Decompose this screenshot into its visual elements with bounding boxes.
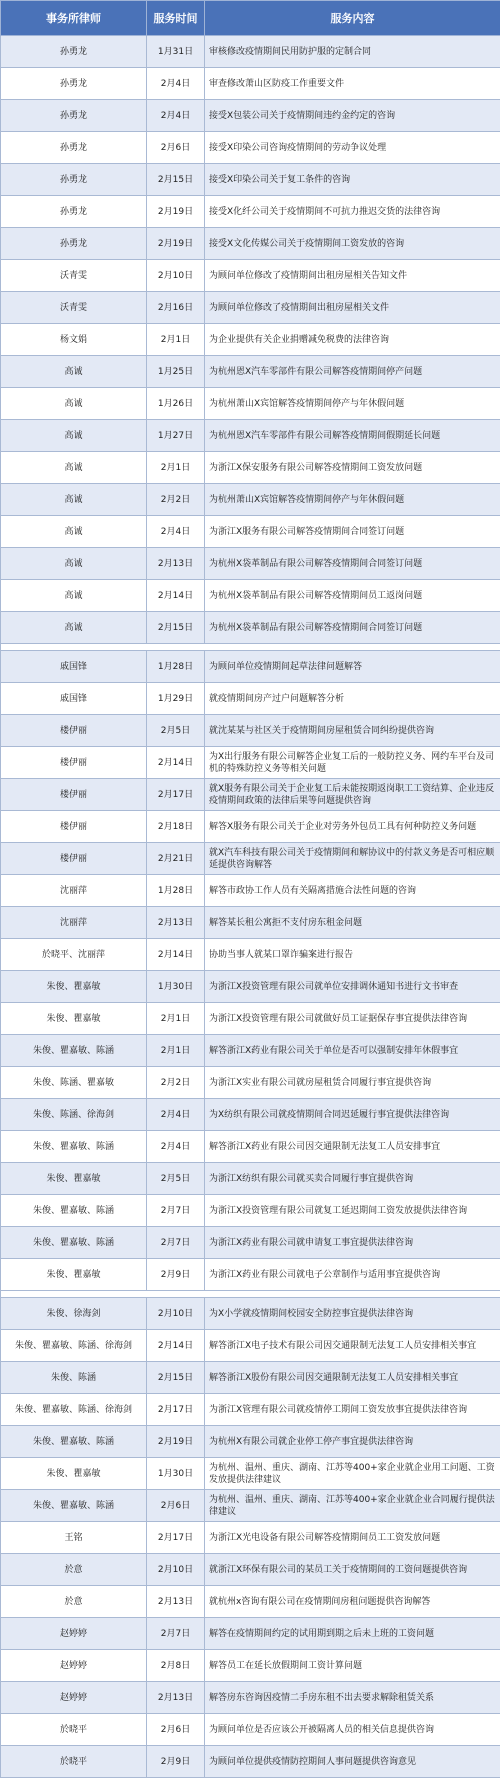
date-cell: 2月13日 <box>147 1682 205 1714</box>
date-cell: 2月2日 <box>147 1067 205 1099</box>
date-cell: 1月25日 <box>147 356 205 388</box>
date-cell: 2月6日 <box>147 132 205 164</box>
lawyer-cell: 朱俊、陈涵 <box>1 1362 147 1394</box>
table-row <box>1 1426 500 1458</box>
content-cell: 协助当事人就某口罩诈骗案进行报告 <box>205 939 500 971</box>
content-cell: 就X服务有限公司关于企业复工后未能按期返岗职工工资结算、企业违反疫情期间政策的法律后果等问题提供咨询 <box>205 779 500 811</box>
lawyer-cell: 朱俊、瞿嘉敏、陈涵 <box>1 1227 147 1259</box>
content-cell: 解答房东咨询因疫情二手房东租不出去要求解除租赁关系 <box>205 1682 500 1714</box>
content-cell: 为顾问单位是否应该公开被隔离人员的相关信息提供咨询 <box>205 1714 500 1746</box>
date-cell: 1月31日 <box>147 36 205 68</box>
table-row <box>1 1003 500 1035</box>
lawyer-cell: 王铭 <box>1 1522 147 1554</box>
lawyer-cell: 朱俊、瞿嘉敏、陈涵 <box>1 1195 147 1227</box>
table-row <box>1 1650 500 1682</box>
content-cell: 为X出行服务有限公司解答企业复工后的一般防控义务、网约车平台及司机的特殊防控义务等相关问题 <box>205 747 500 779</box>
content-cell: 为杭州X袋革制品有限公司解答疫情期间员工返岗问题 <box>205 580 500 612</box>
table-row <box>1 1618 500 1650</box>
date-cell: 2月1日 <box>147 1003 205 1035</box>
content-cell: 就浙江X环保有限公司的某员工关于疫情期间的工资问题提供咨询 <box>205 1554 500 1586</box>
date-cell: 2月15日 <box>147 1362 205 1394</box>
date-cell: 2月19日 <box>147 228 205 260</box>
content-cell: 解答市政协工作人员有关隔离措施合法性问题的咨询 <box>205 875 500 907</box>
content-cell: 审核修改疫情期间民用防护服的定制合同 <box>205 36 500 68</box>
lawyer-cell: 孙勇龙 <box>1 228 147 260</box>
date-cell: 2月19日 <box>147 1426 205 1458</box>
lawyer-cell: 朱俊、瞿嘉敏、陈涵 <box>1 1426 147 1458</box>
lawyer-cell: 高诚 <box>1 548 147 580</box>
content-cell: 为杭州、温州、重庆、湖南、江苏等400+家企业就企业用工问题、工资发放提供法律建议 <box>205 1458 500 1490</box>
date-cell: 1月26日 <box>147 388 205 420</box>
table-row <box>1 907 500 939</box>
content-cell: 为杭州X袋革制品有限公司解答疫情期间合同签订问题 <box>205 612 500 644</box>
date-cell: 2月7日 <box>147 1227 205 1259</box>
date-cell: 2月18日 <box>147 811 205 843</box>
lawyer-cell: 高诚 <box>1 420 147 452</box>
table-row <box>1 1035 500 1067</box>
table-row <box>1 715 500 747</box>
date-cell: 2月7日 <box>147 1195 205 1227</box>
content-cell: 接受X包装公司关于疫情期间违约金约定的咨询 <box>205 100 500 132</box>
date-cell: 2月10日 <box>147 1554 205 1586</box>
content-cell: 接受X印染公司咨询疫情期间的劳动争议处理 <box>205 132 500 164</box>
lawyer-cell: 赵婷婷 <box>1 1618 147 1650</box>
date-cell: 2月9日 <box>147 1746 205 1778</box>
date-cell: 2月5日 <box>147 1163 205 1195</box>
lawyer-cell: 高诚 <box>1 356 147 388</box>
table-row <box>1 1490 500 1522</box>
lawyer-cell: 高诚 <box>1 452 147 484</box>
lawyer-cell: 朱俊、瞿嘉敏、陈涵 <box>1 1131 147 1163</box>
table-body <box>1 36 500 1778</box>
date-cell: 2月14日 <box>147 747 205 779</box>
table-row <box>1 1362 500 1394</box>
content-cell: 为浙江X纺织有限公司就买卖合同履行事宜提供咨询 <box>205 1163 500 1195</box>
content-cell: 就杭州x咨询有限公司在疫情期间房租问题提供咨询解答 <box>205 1586 500 1618</box>
section-divider-cell <box>1 1291 500 1298</box>
content-cell: 解答浙江X电子技术有限公司因交通限制无法复工人员安排相关事宜 <box>205 1330 500 1362</box>
table-row <box>1 779 500 811</box>
table-row <box>1 1099 500 1131</box>
table-row <box>1 420 500 452</box>
date-cell: 2月17日 <box>147 1394 205 1426</box>
date-cell: 2月6日 <box>147 1714 205 1746</box>
lawyer-cell: 沃青雯 <box>1 292 147 324</box>
date-cell: 2月14日 <box>147 1330 205 1362</box>
content-cell: 解答浙江X药业有限公司因交通限制无法复工人员安排事宜 <box>205 1131 500 1163</box>
table-row <box>1 452 500 484</box>
date-cell: 2月13日 <box>147 907 205 939</box>
table-row <box>1 228 500 260</box>
content-cell: 为浙江X保安服务有限公司解答疫情期间工资发放问题 <box>205 452 500 484</box>
table-row <box>1 516 500 548</box>
table-row <box>1 1682 500 1714</box>
date-cell: 2月14日 <box>147 939 205 971</box>
lawyer-cell: 孙勇龙 <box>1 196 147 228</box>
date-cell: 2月1日 <box>147 324 205 356</box>
date-cell: 2月17日 <box>147 1522 205 1554</box>
lawyer-cell: 戚国锋 <box>1 683 147 715</box>
lawyer-cell: 楼伊丽 <box>1 715 147 747</box>
date-cell: 2月21日 <box>147 843 205 875</box>
date-cell: 2月17日 <box>147 779 205 811</box>
table-row <box>1 1067 500 1099</box>
table-row <box>1 292 500 324</box>
date-cell: 1月30日 <box>147 1458 205 1490</box>
lawyer-cell: 於意 <box>1 1554 147 1586</box>
lawyer-cell: 赵婷婷 <box>1 1682 147 1714</box>
date-cell: 2月15日 <box>147 164 205 196</box>
date-cell: 2月14日 <box>147 580 205 612</box>
lawyer-cell: 於晓平 <box>1 1746 147 1778</box>
table-row <box>1 1746 500 1778</box>
date-cell: 2月10日 <box>147 260 205 292</box>
table-row <box>1 132 500 164</box>
content-cell: 为杭州恩X汽车零部件有限公司解答疫情期间停产问题 <box>205 356 500 388</box>
date-cell: 1月28日 <box>147 651 205 683</box>
table-row <box>1 1298 500 1330</box>
header-service-content: 服务内容 <box>205 1 500 36</box>
table-header-row <box>1 1 500 36</box>
content-cell: 为企业提供有关企业捐赠减免税费的法律咨询 <box>205 324 500 356</box>
date-cell: 2月1日 <box>147 1035 205 1067</box>
date-cell: 1月30日 <box>147 971 205 1003</box>
content-cell: 为顾问单位修改了疫情期间出租房屋相关告知文件 <box>205 260 500 292</box>
lawyer-cell: 孙勇龙 <box>1 36 147 68</box>
lawyer-cell: 戚国锋 <box>1 651 147 683</box>
content-cell: 为顾问单位疫情期间起草法律问题解答 <box>205 651 500 683</box>
date-cell: 1月29日 <box>147 683 205 715</box>
lawyer-cell: 朱俊、瞿嘉敏 <box>1 971 147 1003</box>
date-cell: 2月5日 <box>147 715 205 747</box>
date-cell: 2月1日 <box>147 452 205 484</box>
lawyer-cell: 朱俊、瞿嘉敏、陈涵 <box>1 1490 147 1522</box>
table-row <box>1 1195 500 1227</box>
content-cell: 为浙江X投资管理有限公司就单位安排调休通知书进行文书审查 <box>205 971 500 1003</box>
date-cell: 2月19日 <box>147 196 205 228</box>
date-cell: 2月7日 <box>147 1618 205 1650</box>
section-divider-cell <box>1 644 500 651</box>
content-cell: 为浙江X光电设备有限公司解答疫情期间员工工资发放问题 <box>205 1522 500 1554</box>
table-row <box>1 580 500 612</box>
table-row <box>1 939 500 971</box>
table-row <box>1 1554 500 1586</box>
lawyer-cell: 朱俊、瞿嘉敏、陈涵、徐海剑 <box>1 1394 147 1426</box>
content-cell: 为顾问单位提供疫情防控期间人事问题提供咨询意见 <box>205 1746 500 1778</box>
table-row <box>1 100 500 132</box>
lawyer-cell: 朱俊、徐海剑 <box>1 1298 147 1330</box>
lawyer-cell: 楼伊丽 <box>1 811 147 843</box>
lawyer-cell: 高诚 <box>1 580 147 612</box>
date-cell: 2月4日 <box>147 516 205 548</box>
table-row <box>1 1163 500 1195</box>
content-cell: 为杭州恩X汽车零部件有限公司解答疫情期间假期延长问题 <box>205 420 500 452</box>
header-lawyer: 事务所律师 <box>1 1 147 36</box>
date-cell: 2月13日 <box>147 1586 205 1618</box>
lawyer-cell: 孙勇龙 <box>1 68 147 100</box>
content-cell: 为浙江X药业有限公司就申请复工事宜提供法律咨询 <box>205 1227 500 1259</box>
lawyer-cell: 朱俊、瞿嘉敏、陈涵 <box>1 1035 147 1067</box>
lawyer-cell: 赵婷婷 <box>1 1650 147 1682</box>
section-divider <box>1 1291 500 1298</box>
content-cell: 为杭州X袋革制品有限公司解答疫情期间合同签订问题 <box>205 548 500 580</box>
table-row <box>1 1131 500 1163</box>
lawyer-cell: 高诚 <box>1 388 147 420</box>
content-cell: 接受X印染公司关于复工条件的咨询 <box>205 164 500 196</box>
content-cell: 为顾问单位修改了疫情期间出租房屋相关文件 <box>205 292 500 324</box>
content-cell: 为杭州萧山X宾馆解答疫情期间停产与年休假问题 <box>205 484 500 516</box>
lawyer-cell: 沈丽萍 <box>1 907 147 939</box>
table-row <box>1 36 500 68</box>
lawyer-cell: 沈丽萍 <box>1 875 147 907</box>
lawyer-cell: 楼伊丽 <box>1 747 147 779</box>
table-row <box>1 1586 500 1618</box>
table-row <box>1 68 500 100</box>
date-cell: 2月15日 <box>147 612 205 644</box>
content-cell: 解答X服务有限公司关于企业对劳务外包员工具有何种防控义务问题 <box>205 811 500 843</box>
table-row <box>1 196 500 228</box>
lawyer-cell: 朱俊、瞿嘉敏、陈涵、徐海剑 <box>1 1330 147 1362</box>
lawyer-cell: 楼伊丽 <box>1 843 147 875</box>
content-cell: 为X纺织有限公司就疫情期间合同迟延履行事宜提供法律咨询 <box>205 1099 500 1131</box>
table-row <box>1 1227 500 1259</box>
table-row <box>1 1394 500 1426</box>
table-row <box>1 843 500 875</box>
table-row <box>1 612 500 644</box>
lawyer-cell: 於晓平、沈丽萍 <box>1 939 147 971</box>
content-cell: 接受X化纤公司关于疫情期间不可抗力推迟交货的法律咨询 <box>205 196 500 228</box>
header-service-date: 服务时间 <box>147 1 205 36</box>
table-row <box>1 875 500 907</box>
table-row <box>1 1714 500 1746</box>
lawyer-cell: 朱俊、陈涵、徐海剑 <box>1 1099 147 1131</box>
table-row <box>1 1522 500 1554</box>
date-cell: 2月4日 <box>147 1131 205 1163</box>
table-row <box>1 260 500 292</box>
table-row <box>1 747 500 779</box>
table-row <box>1 1330 500 1362</box>
date-cell: 2月2日 <box>147 484 205 516</box>
lawyer-cell: 孙勇龙 <box>1 100 147 132</box>
lawyer-cell: 楼伊丽 <box>1 779 147 811</box>
content-cell: 就沈某某与社区关于疫情期间房屋租赁合同纠纷提供咨询 <box>205 715 500 747</box>
content-cell: 为浙江X服务有限公司解答疫情期间合同签订问题 <box>205 516 500 548</box>
content-cell: 接受X文化传媒公司关于疫情期间工资发放的咨询 <box>205 228 500 260</box>
lawyer-cell: 杨文娟 <box>1 324 147 356</box>
date-cell: 2月4日 <box>147 1099 205 1131</box>
content-cell: 解答在疫情期间约定的试用期到期之后未上班的工资问题 <box>205 1618 500 1650</box>
content-cell: 为浙江X管理有限公司就疫情停工期间工资发放事宜提供法律咨询 <box>205 1394 500 1426</box>
date-cell: 2月16日 <box>147 292 205 324</box>
table-row <box>1 484 500 516</box>
lawyer-cell: 朱俊、瞿嘉敏 <box>1 1163 147 1195</box>
table-row <box>1 324 500 356</box>
content-cell: 解答浙江X药业有限公司关于单位是否可以强制安排年休假事宜 <box>205 1035 500 1067</box>
lawyer-cell: 於晓平 <box>1 1714 147 1746</box>
content-cell: 为浙江X实业有限公司就房屋租赁合同履行事宜提供咨询 <box>205 1067 500 1099</box>
lawyer-cell: 朱俊、瞿嘉敏 <box>1 1003 147 1035</box>
lawyer-cell: 朱俊、瞿嘉敏 <box>1 1458 147 1490</box>
table-row <box>1 1259 500 1291</box>
table-row <box>1 164 500 196</box>
content-cell: 为浙江X药业有限公司就电子公章制作与适用事宜提供咨询 <box>205 1259 500 1291</box>
lawyer-cell: 高诚 <box>1 612 147 644</box>
table-row <box>1 1458 500 1490</box>
table-row <box>1 651 500 683</box>
lawyer-cell: 孙勇龙 <box>1 132 147 164</box>
date-cell: 2月4日 <box>147 68 205 100</box>
lawyer-cell: 沃青雯 <box>1 260 147 292</box>
table-row <box>1 683 500 715</box>
lawyer-cell: 高诚 <box>1 516 147 548</box>
date-cell: 2月10日 <box>147 1298 205 1330</box>
lawyer-cell: 高诚 <box>1 484 147 516</box>
date-cell: 2月6日 <box>147 1490 205 1522</box>
date-cell: 2月13日 <box>147 548 205 580</box>
date-cell: 2月9日 <box>147 1259 205 1291</box>
content-cell: 就疫情期间房产过户问题解答分析 <box>205 683 500 715</box>
content-cell: 为X小学就疫情期间校园安全防控事宜提供法律咨询 <box>205 1298 500 1330</box>
content-cell: 审查修改萧山区防疫工作重要文件 <box>205 68 500 100</box>
date-cell: 2月8日 <box>147 1650 205 1682</box>
table-row <box>1 811 500 843</box>
lawyer-cell: 朱俊、陈涵、瞿嘉敏 <box>1 1067 147 1099</box>
lawyer-cell: 朱俊、瞿嘉敏 <box>1 1259 147 1291</box>
date-cell: 1月28日 <box>147 875 205 907</box>
content-cell: 为杭州萧山X宾馆解答疫情期间停产与年休假问题 <box>205 388 500 420</box>
date-cell: 2月4日 <box>147 100 205 132</box>
content-cell: 解答浙江X股份有限公司因交通限制无法复工人员安排相关事宜 <box>205 1362 500 1394</box>
lawyer-cell: 於意 <box>1 1586 147 1618</box>
table-row <box>1 548 500 580</box>
section-divider <box>1 644 500 651</box>
content-cell: 为杭州、温州、重庆、湖南、江苏等400+家企业就企业合同履行提供法律建议 <box>205 1490 500 1522</box>
content-cell: 为杭州X有限公司就企业停工停产事宜提供法律咨询 <box>205 1426 500 1458</box>
table-row <box>1 356 500 388</box>
table-row <box>1 388 500 420</box>
date-cell: 1月27日 <box>147 420 205 452</box>
table-row <box>1 971 500 1003</box>
content-cell: 为浙江X投资管理有限公司就做好员工证据保存事宜提供法律咨询 <box>205 1003 500 1035</box>
lawyer-cell: 孙勇龙 <box>1 164 147 196</box>
content-cell: 解答员工在延长放假期间工资计算问题 <box>205 1650 500 1682</box>
content-cell: 为浙江X投资管理有限公司就复工延迟期间工资发放提供法律咨询 <box>205 1195 500 1227</box>
content-cell: 解答某长租公寓拒不支付房东租金问题 <box>205 907 500 939</box>
content-cell: 就X汽车科技有限公司关于疫情期间和解协议中的付款义务是否可相应顺延提供咨询解答 <box>205 843 500 875</box>
